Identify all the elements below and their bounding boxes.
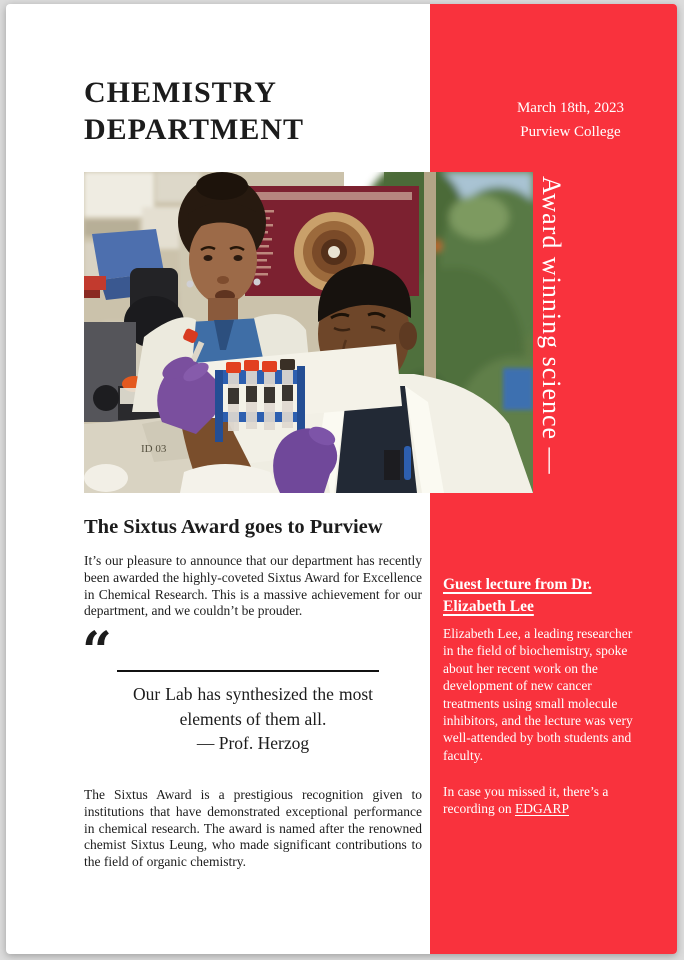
microscope-id-label: ID 03 <box>141 443 167 455</box>
sidebar-note <box>443 783 645 818</box>
pull-quote-attribution: — Prof. Herzog <box>196 733 310 753</box>
dateline-org: Purview College <box>520 124 621 140</box>
recording-link[interactable]: EDGARP <box>514 801 569 817</box>
article-paragraph-1: It’s our pleasure to announce that our department has recently been awarded the highly-coveted Sixtus Award for Excellence in Chemical Research. This is a massive achievement for our department, and we couldn’t be prouder. <box>84 553 422 619</box>
pull-quote <box>133 682 373 756</box>
masthead-title-line1: CHEMISTRY <box>84 76 277 109</box>
masthead-title <box>84 74 304 148</box>
sidebar-note-text: In case you missed it, there’s a recording on <box>443 784 609 817</box>
quote-divider-line <box>117 670 379 672</box>
dateline <box>430 96 677 144</box>
sidebar-body: Elizabeth Lee, a leading researcher in the field of biochemistry, spoke about her recent work on the development of new cancer treatments using small molecule inhibitors, and the lecture was very well-attended by both students and faculty. <box>443 626 633 763</box>
pull-quote-text: Our Lab has synthesized the most elements of them all. <box>133 684 373 729</box>
vertical-tagline: Award winning science — <box>537 176 566 475</box>
lab-photo <box>84 172 533 493</box>
dateline-date: March 18th, 2023 <box>516 100 625 116</box>
masthead-title-line2: DEPARTMENT <box>84 113 305 146</box>
quote-icon: “ <box>82 621 112 682</box>
sidebar-heading: Guest lecture from Dr. Elizabeth Lee <box>443 576 592 615</box>
article-paragraph-2: The Sixtus Award is a prestigious recognition given to institutions that have demonstrated exceptional performance in chemical research. The award is named after the renowned chemist Sixtus Leung, who made significant contributions to the field of organic chemistry. <box>84 787 422 870</box>
article-heading: The Sixtus Award goes to Purview <box>84 516 383 538</box>
newsletter-page <box>6 4 677 954</box>
